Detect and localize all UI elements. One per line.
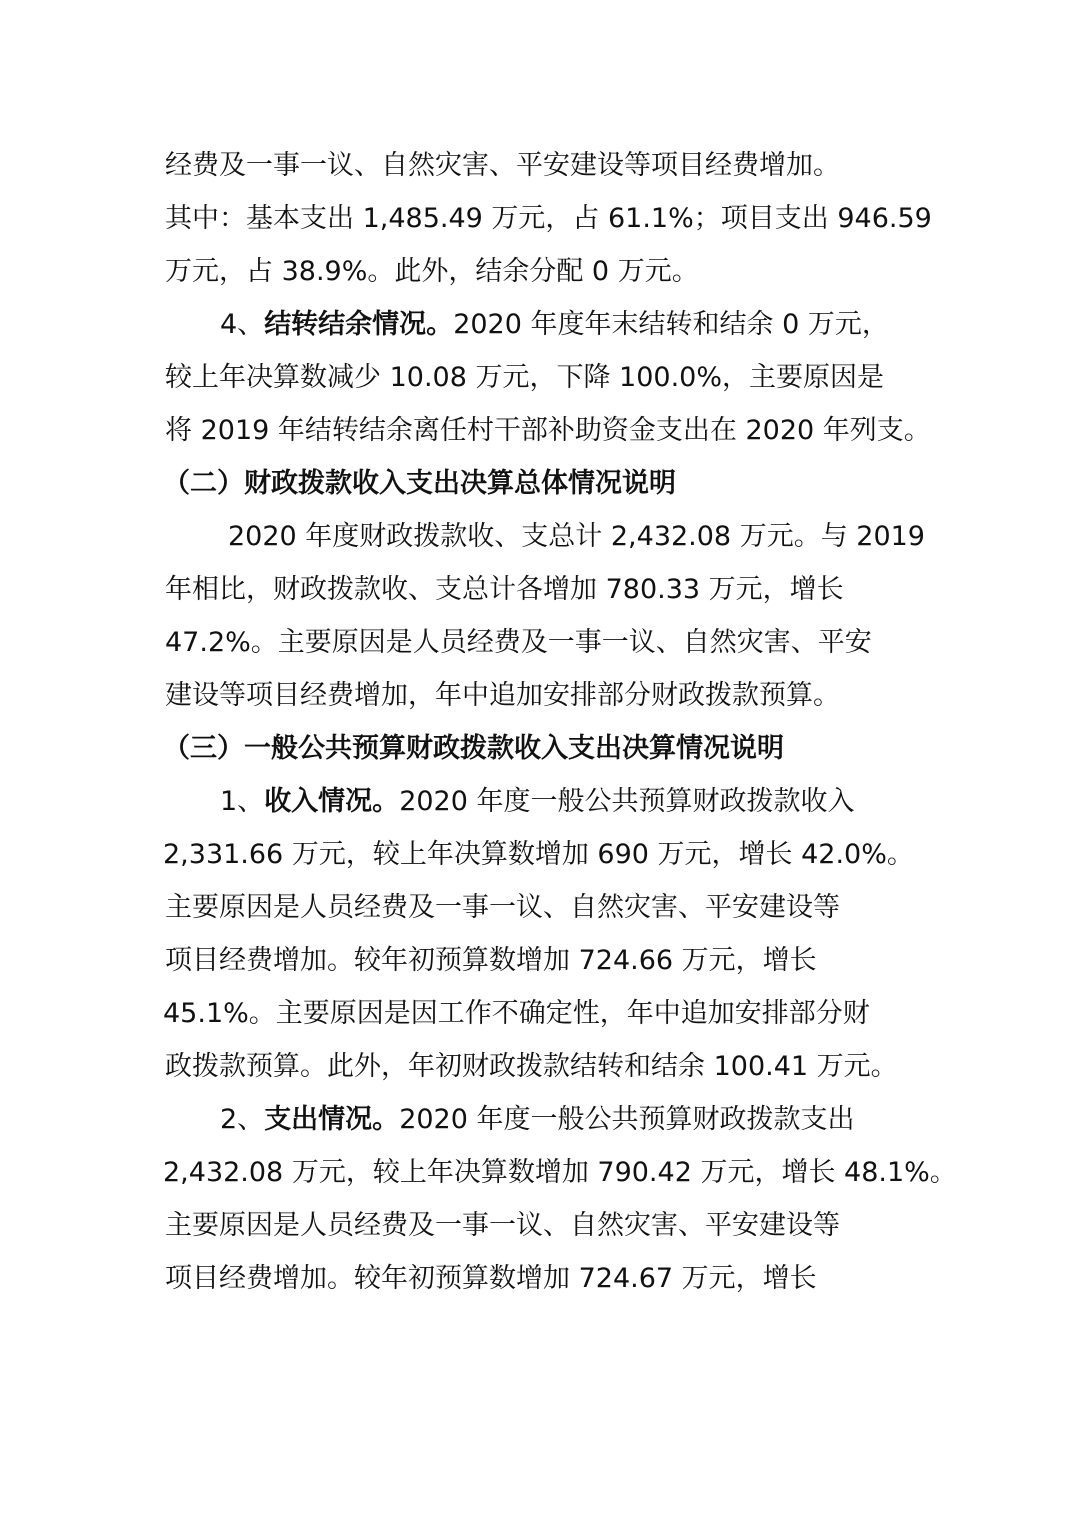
item-number: 1、	[220, 786, 265, 817]
section-keyword: 收入情况。	[264, 786, 400, 817]
heading-text: （二）财政拨款收入支出决算总体情况说明	[163, 468, 676, 499]
text-line	[0, 411, 1074, 451]
line-text: 万元，占 38.9%。此外，结余分配 0 万元。	[165, 256, 699, 287]
text-line	[0, 676, 1074, 716]
section-heading	[0, 464, 1074, 504]
text-line	[0, 835, 1074, 875]
line-text: 主要原因是人员经费及一事一议、自然灾害、平安建设等	[165, 892, 840, 923]
paragraph-start-line	[0, 305, 1074, 345]
paragraph-start-line	[0, 517, 1074, 557]
section-keyword: 支出情况。	[264, 1104, 400, 1135]
line-text: 建设等项目经费增加，年中追加安排部分财政拨款预算。	[165, 680, 840, 711]
line-text: 较上年决算数减少 10.08 万元，下降 100.0%，主要原因是	[165, 362, 884, 393]
line-text: 项目经费增加。较年初预算数增加 724.67 万元，增长	[165, 1263, 817, 1294]
section-heading	[0, 729, 1074, 769]
line-text: 经费及一事一议、自然灾害、平安建设等项目经费增加。	[165, 150, 840, 181]
section-keyword: 结转结余情况。	[264, 309, 454, 340]
paragraph-start-line	[0, 782, 1074, 822]
line-text: 2020 年度财政拨款收、支总计 2,432.08 万元。与 2019	[228, 521, 925, 552]
line-text: 主要原因是人员经费及一事一议、自然灾害、平安建设等	[165, 1210, 840, 1241]
text-line	[0, 994, 1074, 1034]
line-text: 2020 年度一般公共预算财政拨款收入	[399, 786, 855, 817]
text-line	[0, 146, 1074, 186]
text-line	[0, 1206, 1074, 1246]
line-text: 47.2%。主要原因是人员经费及一事一议、自然灾害、平安	[165, 627, 872, 658]
line-text: 2020 年度年末结转和结余 0 万元，	[453, 309, 889, 340]
text-line	[0, 1153, 1074, 1193]
line-text: 将 2019 年结转结余离任村干部补助资金支出在 2020 年列支。	[165, 415, 931, 446]
line-text: 政拨款预算。此外，年初财政拨款结转和结余 100.41 万元。	[165, 1051, 898, 1082]
line-text: 2,331.66 万元，较上年决算数增加 690 万元，增长 42.0%。	[163, 839, 914, 870]
line-text: 其中：基本支出 1,485.49 万元，占 61.1%；项目支出 946.59	[165, 203, 932, 234]
item-number: 4、	[220, 309, 265, 340]
line-text: 45.1%。主要原因是因工作不确定性，年中追加安排部分财	[163, 998, 870, 1029]
line-text: 2020 年度一般公共预算财政拨款支出	[399, 1104, 855, 1135]
text-line	[0, 570, 1074, 610]
text-line	[0, 252, 1074, 292]
text-line	[0, 1047, 1074, 1087]
line-text: 2,432.08 万元，较上年决算数增加 790.42 万元，增长 48.1%。	[163, 1157, 957, 1188]
heading-text: （三）一般公共预算财政拨款收入支出决算情况说明	[163, 733, 784, 764]
paragraph-start-line	[0, 1100, 1074, 1140]
line-text: 项目经费增加。较年初预算数增加 724.66 万元，增长	[165, 945, 817, 976]
text-line	[0, 888, 1074, 928]
text-line	[0, 623, 1074, 663]
text-line	[0, 941, 1074, 981]
text-line	[0, 1259, 1074, 1299]
line-text: 年相比，财政拨款收、支总计各增加 780.33 万元，增长	[165, 574, 844, 605]
text-line	[0, 358, 1074, 398]
item-number: 2、	[220, 1104, 265, 1135]
text-line	[0, 199, 1074, 239]
